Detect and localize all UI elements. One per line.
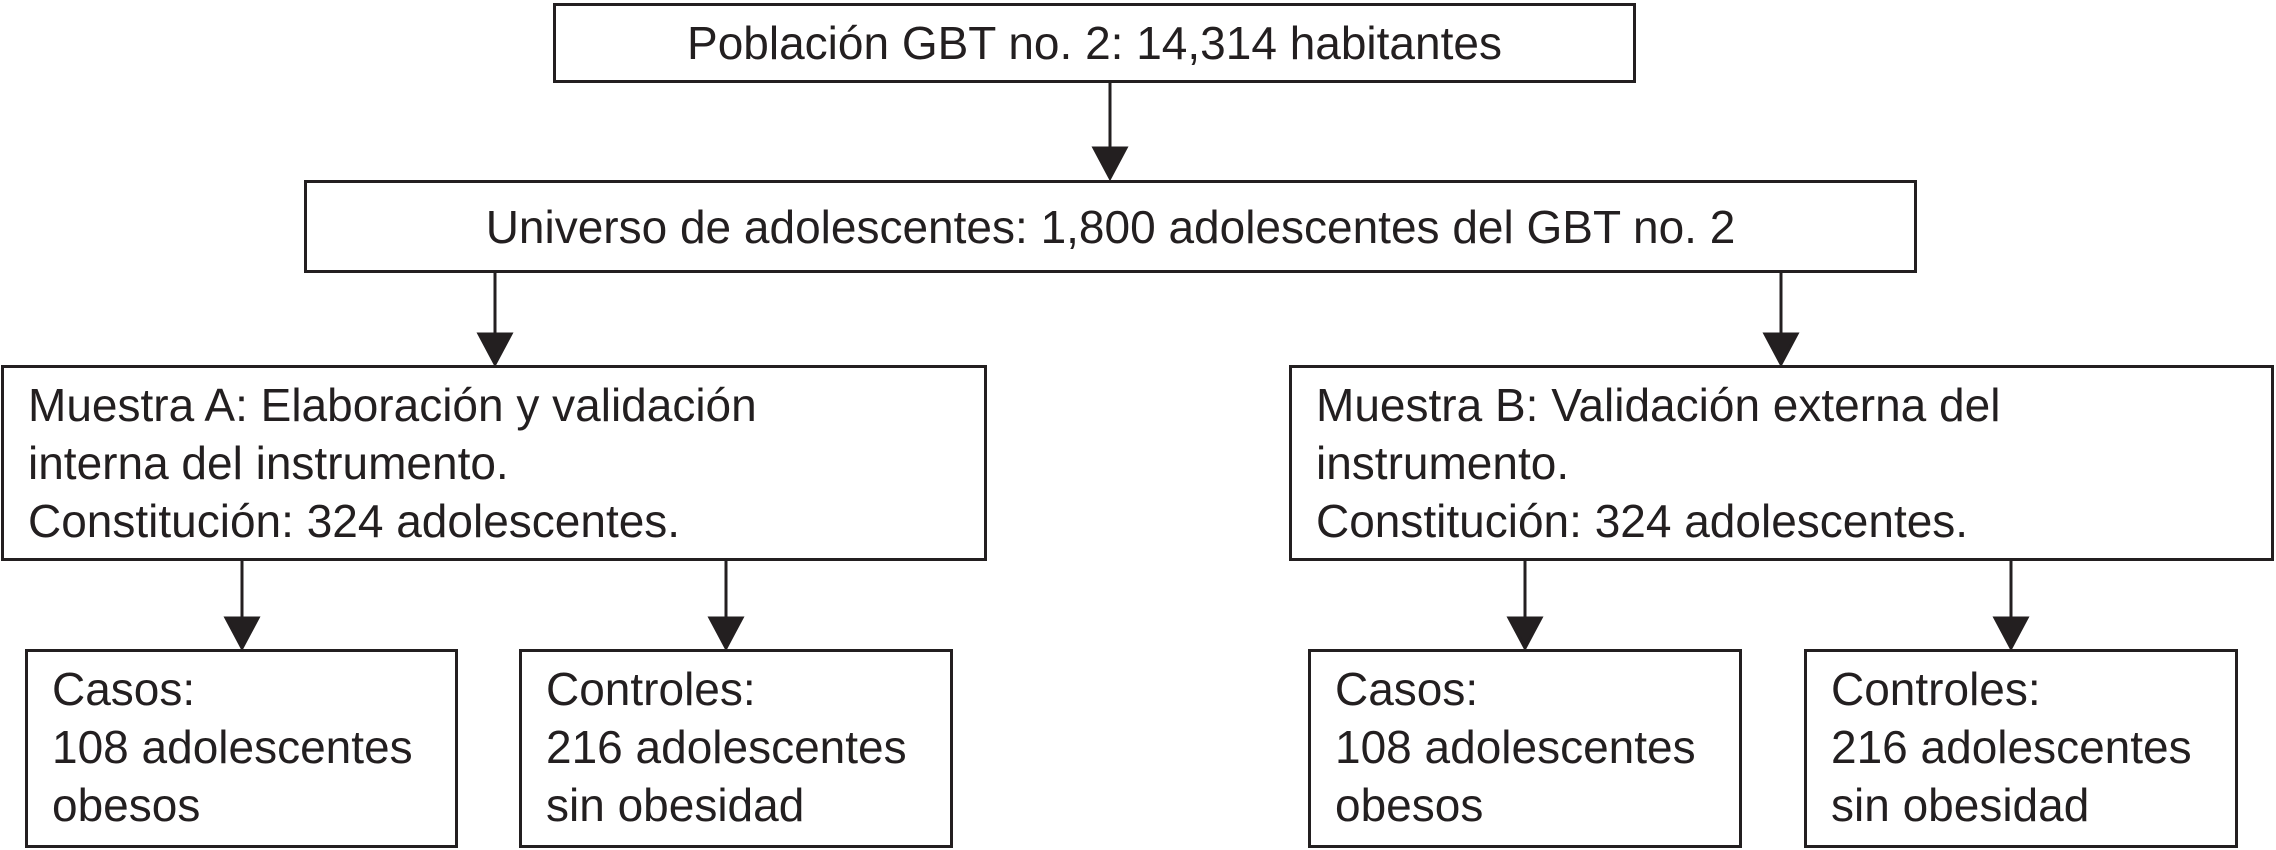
sample-b-cases-line-3: obesos (1335, 779, 1484, 831)
sample-b-cases-box (1308, 649, 1742, 848)
sample-a-cases-box (25, 649, 458, 848)
sample-b-controls-line-3: sin obesidad (1831, 779, 2090, 831)
sample-b-line-3: Constitución: 324 adolescentes. (1316, 495, 1969, 547)
sample-a-controls-box (519, 649, 953, 848)
sample-a-line-2: interna del instrumento. (28, 437, 509, 489)
sample-b-box (1289, 365, 2274, 561)
sample-a-cases-line-1: Casos: (52, 663, 196, 715)
population-box (553, 3, 1636, 83)
sample-b-controls-line-2: 216 adolescentes (1831, 721, 2192, 773)
sample-b-line-2: instrumento. (1316, 437, 1570, 489)
sample-a-line-3: Constitución: 324 adolescentes. (28, 495, 681, 547)
sample-a-controls-line-2: 216 adolescentes (546, 721, 907, 773)
sample-a-line-1: Muestra A: Elaboración y validación (28, 379, 757, 431)
population-text: Población GBT no. 2: 14,314 habitantes (687, 17, 1502, 69)
sample-a-cases-line-2: 108 adolescentes (52, 721, 413, 773)
sample-a-box (1, 365, 987, 561)
sample-b-line-1: Muestra B: Validación externa del (1316, 379, 2001, 431)
sample-a-controls-line-1: Controles: (546, 663, 756, 715)
sample-b-controls-line-1: Controles: (1831, 663, 2041, 715)
sample-a-cases-line-3: obesos (52, 779, 201, 831)
sample-b-cases-line-1: Casos: (1335, 663, 1479, 715)
universe-text: Universo de adolescentes: 1,800 adolescentes del GBT no. 2 (485, 200, 1736, 253)
sample-b-cases-line-2: 108 adolescentes (1335, 721, 1696, 773)
universe-box (304, 180, 1917, 273)
sample-b-controls-box (1804, 649, 2238, 848)
sample-a-controls-line-3: sin obesidad (546, 779, 805, 831)
